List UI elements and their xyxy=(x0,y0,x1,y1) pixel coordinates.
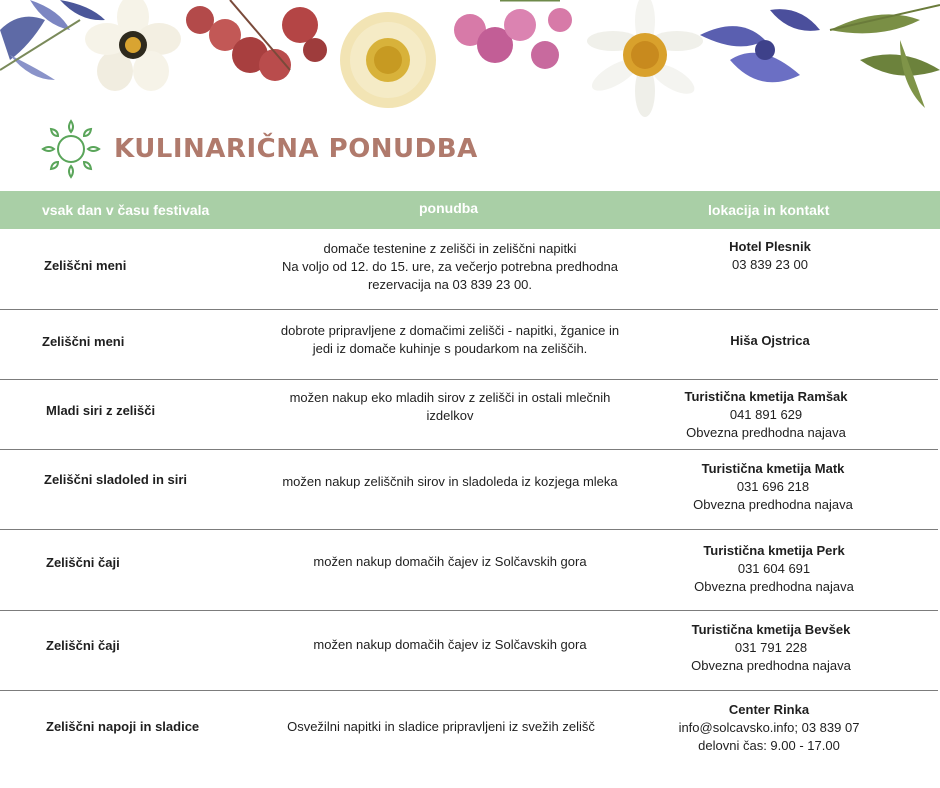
table-row xyxy=(0,380,940,449)
row-offer: možen nakup domačih čajev iz Solčavskih gora xyxy=(313,637,587,652)
pink-flowers-icon xyxy=(454,0,572,69)
white-chamomile-icon xyxy=(587,0,703,117)
row-name: Zeliščni čaji xyxy=(46,555,120,570)
page-title: KULINARIČNA PONUDBA xyxy=(114,134,478,164)
row-location: Turistična kmetija Bevšek 031 791 228 Obvezna predhodna najava xyxy=(656,621,886,675)
row-offer: dobrote pripravljene z domačimi zelišči - napitki, žganice in jedi iz domače kuhinje s poudarkom na zeliščih. xyxy=(280,323,620,356)
location-name: Turistična kmetija Perk xyxy=(703,543,845,558)
flower-banner-image xyxy=(0,0,940,120)
header-offer: ponudba xyxy=(419,200,479,216)
title-block xyxy=(40,118,478,180)
cream-daisy-icon xyxy=(340,12,436,108)
row-location xyxy=(655,332,885,350)
header-location: lokacija in kontakt xyxy=(708,202,830,218)
location-name: Turistična kmetija Ramšak xyxy=(684,389,848,404)
table-row xyxy=(0,691,940,771)
location-name: Turistična kmetija Bevšek xyxy=(691,622,851,637)
row-name: Zeliščni sladoled in siri xyxy=(44,472,188,487)
blue-larkspur-icon xyxy=(700,9,820,82)
row-location: Turistična kmetija Perk 031 604 691 Obvezna predhodna najava xyxy=(659,542,889,596)
row-location: Center Rinka info@solcavsko.info; 03 839 07 delovni čas: 9.00 - 17.00 xyxy=(654,701,884,755)
green-leaves-icon xyxy=(830,5,940,108)
location-name: Turistična kmetija Matk xyxy=(701,461,845,476)
row-location: Turistična kmetija Ramšak 041 891 629 Obvezna predhodna najava xyxy=(651,388,881,442)
row-offer: možen nakup zeliščnih sirov in sladoleda iz kozjega mleka xyxy=(282,474,618,489)
location-name: Center Rinka xyxy=(728,702,810,717)
row-name: Zeliščni meni xyxy=(42,334,125,349)
location-name: Hotel Plesnik xyxy=(729,239,811,254)
row-offer: Osvežilni napitki in sladice pripravljeni iz svežih zelišč xyxy=(287,719,595,734)
location-name: Hiša Ojstrica xyxy=(730,333,810,348)
table-row xyxy=(0,310,940,379)
row-name: Zeliščni čaji xyxy=(46,638,120,653)
red-berries-icon xyxy=(186,0,327,81)
table-row xyxy=(0,611,940,690)
row-offer: možen nakup domačih čajev iz Solčavskih gora xyxy=(313,554,587,569)
table-header xyxy=(0,191,940,229)
row-name: Zeliščni meni xyxy=(44,258,127,273)
row-offer: možen nakup eko mladih sirov z zelišči in ostali mlečnih izdelkov xyxy=(289,390,611,423)
sun-icon xyxy=(40,118,102,180)
row-name: Zeliščni napoji in sladice xyxy=(46,719,200,734)
table-row xyxy=(0,530,940,610)
table-row xyxy=(0,229,940,309)
header-day: vsak dan v času festivala xyxy=(42,202,210,218)
row-name: Mladi siri z zelišči xyxy=(46,403,156,418)
table-row xyxy=(0,450,940,529)
white-daisy-icon xyxy=(85,0,181,91)
row-offer: domače testenine z zelišči in zeliščni napitki Na voljo od 12. do 15. ure, za večerjo potrebna predhodna rezervacija na 03 839 23 00. xyxy=(281,241,619,292)
row-location: Hotel Plesnik 03 839 23 00 xyxy=(655,238,885,274)
row-location: Turistična kmetija Matk 031 696 218 Obvezna predhodna najava xyxy=(658,460,888,514)
